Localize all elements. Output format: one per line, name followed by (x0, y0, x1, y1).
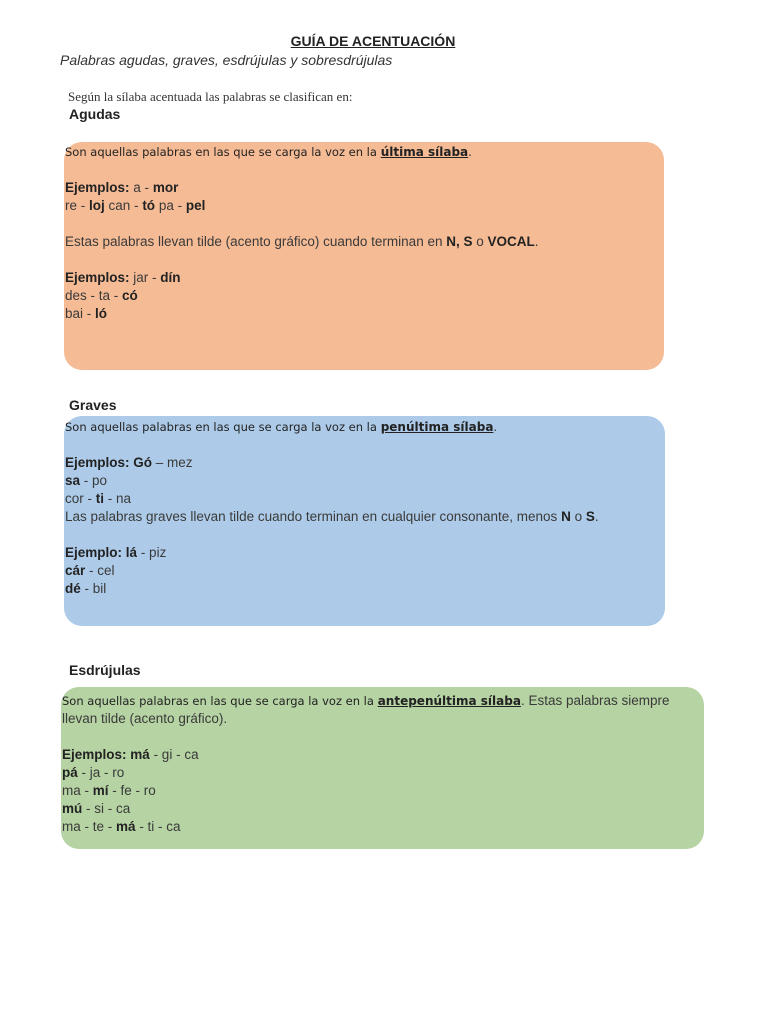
agudas-definition: Son aquellas palabras en las que se carga la voz en la última sílaba. (65, 144, 472, 159)
graves-example-line: dé - bil (65, 581, 107, 596)
graves-example-line: Ejemplo: lá - piz (65, 545, 167, 560)
heading-agudas: Agudas (69, 106, 121, 122)
graves-rule: Las palabras graves llevan tilde cuando terminan en cualquier consonante, menos N o S. (65, 509, 599, 524)
esdrujulas-definition-cont: llevan tilde (acento gráfico). (62, 711, 228, 726)
esdrujulas-definition: Son aquellas palabras en las que se carga la voz en la antepenúltima sílaba. Estas palabras siempre (62, 693, 670, 708)
graves-definition: Son aquellas palabras en las que se carga la voz en la penúltima sílaba. (65, 419, 498, 434)
esdrujulas-example-line: pá - ja - ro (62, 765, 125, 780)
esdrujulas-example-line: ma - te - má - ti - ca (62, 819, 181, 834)
graves-example-line: Ejemplos: Gó – mez (65, 455, 193, 470)
agudas-example-line: Ejemplos: jar - dín (65, 270, 181, 285)
esdrujulas-example-line: mú - si - ca (62, 801, 131, 816)
heading-esdrujulas: Esdrújulas (69, 662, 141, 678)
graves-key-term: penúltima sílaba (380, 420, 494, 434)
esdrujulas-example-line: ma - mí - fe - ro (62, 783, 156, 798)
document-subtitle: Palabras agudas, graves, esdrújulas y sobresdrújulas (60, 52, 393, 68)
graves-content (65, 418, 599, 598)
graves-example-line: cár - cel (65, 563, 115, 578)
agudas-example-line: des - ta - có (65, 288, 138, 303)
agudas-example-line: re - loj can - tó pa - pel (65, 198, 206, 213)
agudas-rule: Estas palabras llevan tilde (acento gráfico) cuando terminan en N, S o VOCAL. (65, 234, 539, 249)
graves-example-line: cor - ti - na (65, 491, 132, 506)
agudas-content (65, 143, 539, 323)
esdrujulas-key-term: antepenúltima sílaba (377, 694, 521, 708)
graves-example-line: sa - po (65, 473, 108, 488)
esdrujulas-example-line: Ejemplos: má - gi - ca (62, 747, 199, 762)
agudas-key-term: última sílaba (380, 145, 469, 159)
agudas-example-line: bai - ló (65, 306, 108, 321)
agudas-example-line: Ejemplos: a - mor (65, 180, 179, 195)
heading-graves: Graves (69, 397, 117, 413)
esdrujulas-content (62, 692, 670, 836)
intro-text: Según la sílaba acentuada las palabras se clasifican en: (68, 89, 353, 104)
document-title: GUÍA DE ACENTUACIÓN (290, 33, 456, 49)
